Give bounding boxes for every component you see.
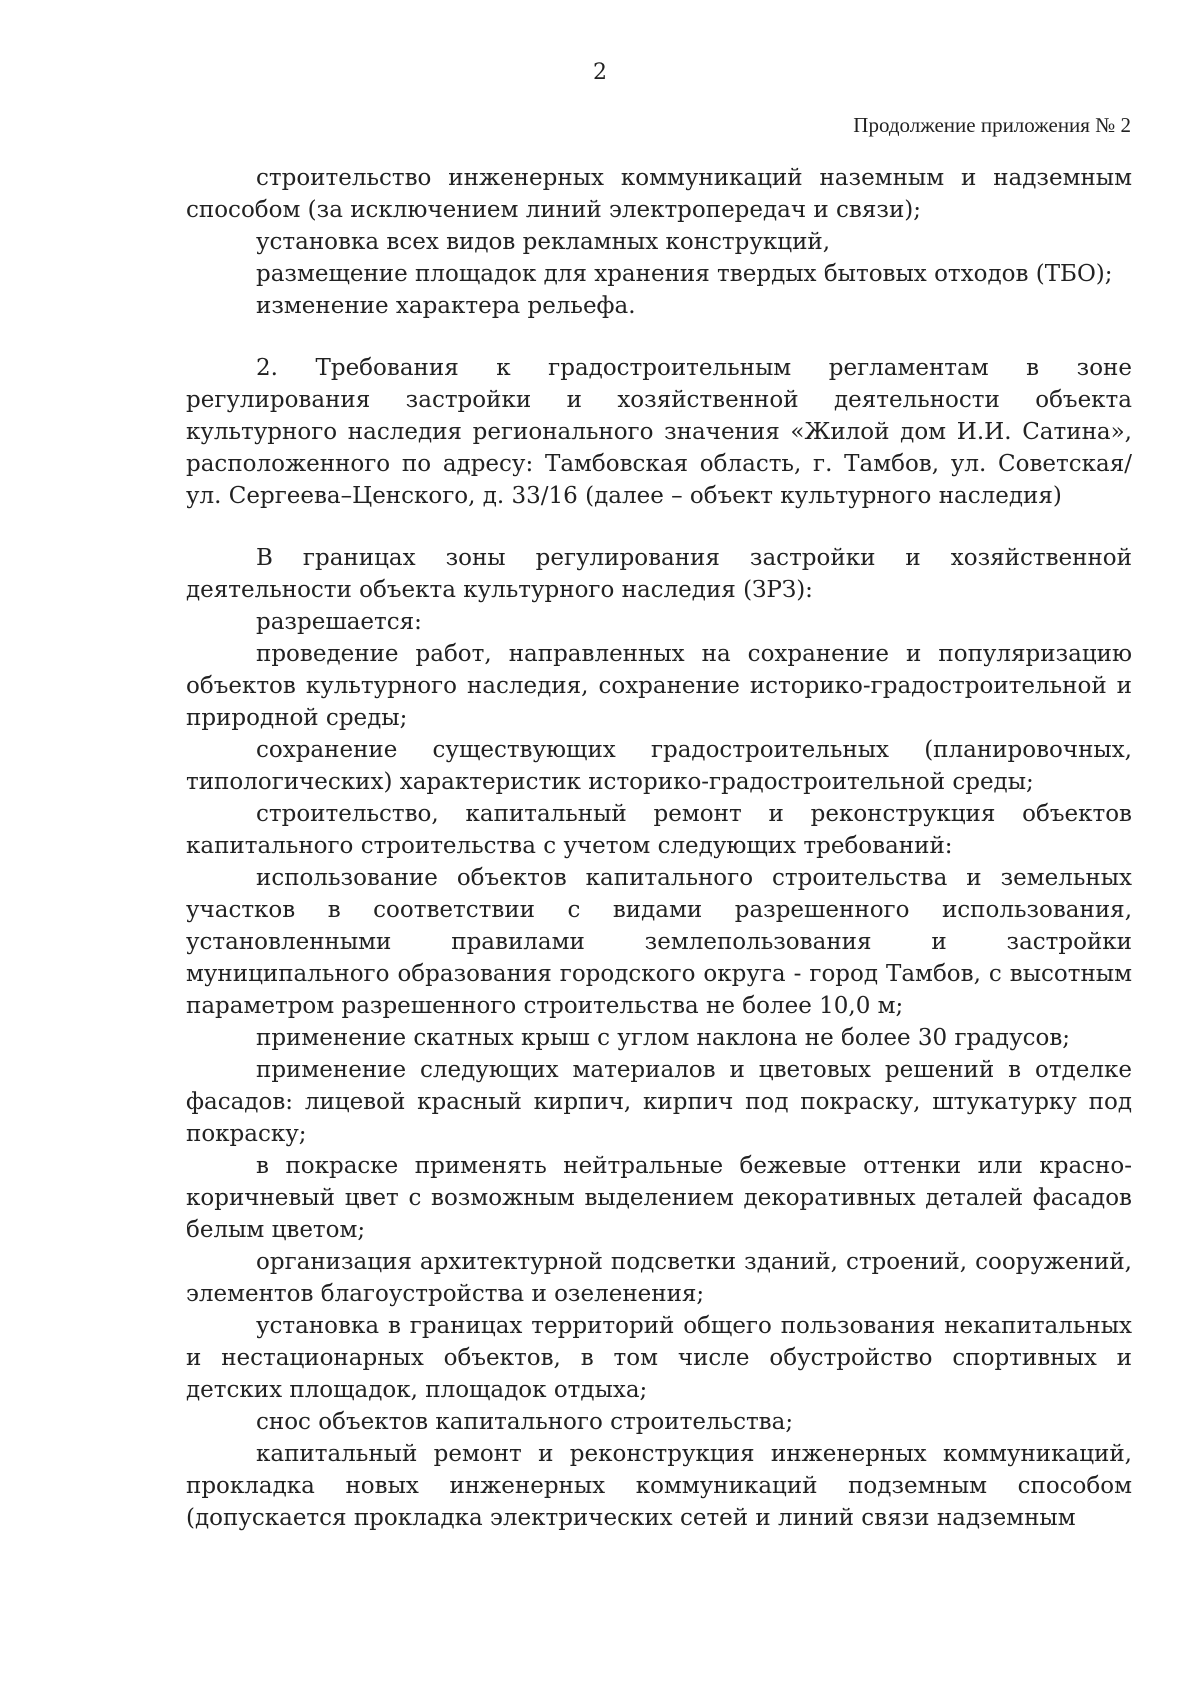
document-body	[186, 162, 1132, 1534]
paragraph-2: установка всех видов рекламных конструкций,	[256, 229, 831, 255]
paragraph-14: в покраске применять нейтральные бежевые оттенки или красно-коричневый цвет с возможным выделением декоративных деталей фасадов белым цветом;	[186, 1153, 1132, 1243]
paragraph-10: строительство, капитальный ремонт и реконструкция объектов капитального строительства с учетом следующих требований:	[186, 801, 1132, 859]
paragraph-13: применение следующих материалов и цветовых решений в отделке фасадов: лицевой красный кирпич, кирпич под покраску, штукатурку под покраску;	[186, 1057, 1132, 1147]
paragraph-15: организация архитектурной подсветки зданий, строений, сооружений, элементов благоустройства и озеленения;	[186, 1249, 1132, 1307]
section-2-heading: 2. Требования к градостроительным регламентам в зоне регулирования застройки и хозяйственной деятельности объекта культурного наследия регионального значения «Жилой дом И.И. Сатина», расположенного по адресу: Тамбовская область, г. Тамбов, ул. Советская/ ул. Сергеева–Ценского, д. 33/16 (далее – объект культурного наследия)	[186, 355, 1132, 509]
paragraph-11: использование объектов капитального строительства и земельных участков в соответствии с видами разрешенного использования, установленными правилами землепользования и застройки муниципального образования городского округа - город Тамбов, с высотным параметром разрешенного строительства не более 10,0 м;	[186, 865, 1132, 1019]
paragraph-4: изменение характера рельефа.	[256, 293, 636, 319]
paragraph-zone-intro: В границах зоны регулирования застройки и хозяйственной деятельности объекта культурного наследия (ЗРЗ):	[186, 545, 1132, 603]
paragraph-16: установка в границах территорий общего пользования некапитальных и нестационарных объектов, в том числе обустройство спортивных и детских площадок, площадок отдыха;	[186, 1313, 1132, 1403]
paragraph-1: строительство инженерных коммуникаций наземным и надземным способом (за исключением линий электропередач и связи);	[186, 165, 1132, 223]
paragraph-allowed: разрешается:	[256, 609, 422, 635]
paragraph-17: снос объектов капитального строительства;	[256, 1409, 794, 1435]
paragraph-12: применение скатных крыш с углом наклона не более 30 градусов;	[256, 1025, 1071, 1051]
paragraph-18: капитальный ремонт и реконструкция инженерных коммуникаций, прокладка новых инженерных коммуникаций подземным способом (допускается прокладка электрических сетей и линий связи надземным	[186, 1441, 1132, 1531]
paragraph-9: сохранение существующих градостроительных (планировочных, типологических) характеристик историко-градостроительной среды;	[186, 737, 1132, 795]
paragraph-8: проведение работ, направленных на сохранение и популяризацию объектов культурного наследия, сохранение историко-градостроительной и природной среды;	[186, 641, 1132, 731]
page-number: 2	[593, 60, 607, 85]
continuation-label: Продолжение приложения № 2	[853, 113, 1131, 137]
paragraph-3: размещение площадок для хранения твердых бытовых отходов (ТБО);	[256, 261, 1113, 287]
